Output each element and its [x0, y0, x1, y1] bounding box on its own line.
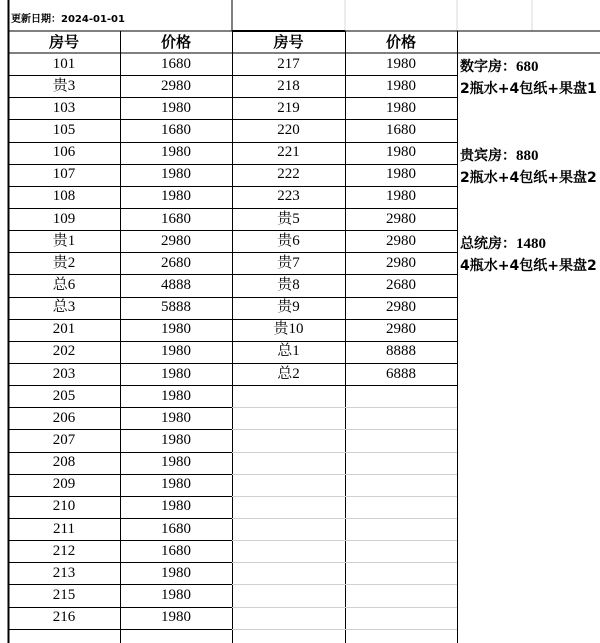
room-number-cell: 213: [52, 564, 76, 581]
room-number-cell: 101: [52, 55, 76, 72]
room-number-cell: 103: [52, 99, 76, 116]
room-number-cell: 贵8: [277, 276, 300, 293]
price-cell: 2980: [161, 77, 191, 94]
room-number-cell: 贵1: [52, 232, 76, 249]
room-number-cell: 总3: [52, 299, 76, 316]
price-cell: 2980: [386, 210, 416, 227]
note-price: 880: [516, 148, 539, 164]
left-header-room: 房号: [48, 32, 79, 51]
price-cell: 4888: [161, 276, 191, 293]
price-cell: 5888: [161, 299, 191, 316]
update-date: 更新日期：2024-01-01: [11, 13, 125, 25]
room-number-cell: 108: [52, 188, 76, 205]
price-cell: 2980: [386, 321, 416, 338]
price-cell: 1980: [386, 166, 416, 183]
room-number-cell: 221: [277, 144, 300, 161]
price-cell: 1980: [161, 166, 191, 183]
price-cell: 2980: [386, 254, 416, 271]
room-number-cell: 220: [277, 121, 300, 138]
price-cell: 1980: [161, 564, 191, 581]
room-number-cell: 贵9: [277, 299, 300, 316]
price-cell: 1980: [161, 99, 191, 116]
room-number-cell: 210: [52, 498, 76, 515]
price-cell: 2980: [386, 232, 416, 249]
note-detail: 4瓶水+4包纸+果盘2: [460, 258, 597, 274]
room-number-cell: 211: [53, 520, 75, 537]
room-number-cell: 贵7: [277, 254, 300, 271]
note-price: 1480: [516, 236, 546, 252]
price-cell: 1980: [161, 144, 191, 161]
room-number-cell: 贵6: [277, 232, 300, 249]
room-number-cell: 216: [52, 609, 76, 626]
room-number-cell: 贵10: [273, 321, 304, 338]
price-cell: 1980: [161, 431, 191, 448]
price-cell: 1680: [161, 121, 191, 138]
note-title: 数字房：: [460, 59, 516, 75]
room-number-cell: 208: [52, 454, 76, 471]
price-cell: 1680: [161, 520, 191, 537]
room-number-cell: 223: [277, 188, 300, 205]
price-cell: 1980: [161, 476, 191, 493]
price-cell: 1980: [161, 387, 191, 404]
price-cell: 1980: [386, 77, 416, 94]
room-number-cell: 222: [277, 166, 300, 183]
note-detail: 2瓶水+4包纸+果盘1: [460, 81, 597, 97]
room-number-cell: 106: [52, 144, 76, 161]
room-number-cell: 206: [52, 409, 76, 426]
price-cell: 1980: [161, 498, 191, 515]
price-cell: 2980: [386, 299, 416, 316]
room-number-cell: 总2: [277, 365, 300, 382]
price-cell: 8888: [386, 343, 416, 360]
price-cell: 1980: [161, 586, 191, 603]
price-cell: 2680: [386, 276, 416, 293]
price-cell: 2980: [161, 232, 191, 249]
room-number-cell: 203: [52, 365, 76, 382]
price-cell: 1680: [386, 121, 416, 138]
room-number-cell: 201: [52, 321, 76, 338]
room-number-cell: 212: [52, 542, 76, 559]
note-title: 贵宾房：: [460, 148, 516, 164]
price-cell: 1980: [386, 144, 416, 161]
room-number-cell: 218: [277, 77, 300, 94]
price-cell: 1680: [161, 210, 191, 227]
note-price: 680: [516, 59, 539, 75]
price-cell: 1980: [161, 454, 191, 471]
price-cell: 1980: [386, 55, 416, 72]
room-number-cell: 205: [52, 387, 76, 404]
room-number-cell: 202: [52, 343, 76, 360]
price-cell: 1980: [161, 609, 191, 626]
room-number-cell: 贵5: [277, 210, 300, 227]
room-number-cell: 贵3: [52, 77, 76, 94]
note-presidential-room: [460, 233, 597, 277]
room-number-cell: 贵2: [52, 254, 76, 271]
price-cell: 1980: [161, 188, 191, 205]
room-number-cell: 207: [52, 431, 76, 448]
note-vip-room: [460, 145, 597, 189]
price-cell: 2680: [161, 254, 191, 271]
left-header-price: 价格: [160, 32, 191, 51]
room-number-cell: 217: [277, 55, 300, 72]
room-number-cell: 215: [52, 586, 76, 603]
room-number-cell: 107: [52, 166, 76, 183]
room-number-cell: 209: [52, 476, 76, 493]
price-cell: 1980: [386, 188, 416, 205]
note-digital-room: [460, 56, 597, 100]
room-number-cell: 总1: [277, 343, 300, 360]
price-cell: 1980: [161, 343, 191, 360]
price-cell: 1680: [161, 542, 191, 559]
room-number-cell: 总6: [52, 276, 76, 293]
price-cell: 1680: [161, 55, 191, 72]
right-header-room: 房号: [273, 32, 304, 51]
price-cell: 1980: [161, 365, 191, 382]
price-cell: 6888: [386, 365, 416, 382]
room-number-cell: 109: [52, 210, 76, 227]
price-cell: 1980: [161, 321, 191, 338]
room-number-cell: 105: [52, 121, 76, 138]
right-header-price: 价格: [385, 32, 416, 51]
room-number-cell: 219: [277, 99, 300, 116]
price-cell: 1980: [386, 99, 416, 116]
note-title: 总统房：: [460, 236, 516, 252]
price-cell: 1980: [161, 409, 191, 426]
note-detail: 2瓶水+4包纸+果盘2: [460, 170, 597, 186]
